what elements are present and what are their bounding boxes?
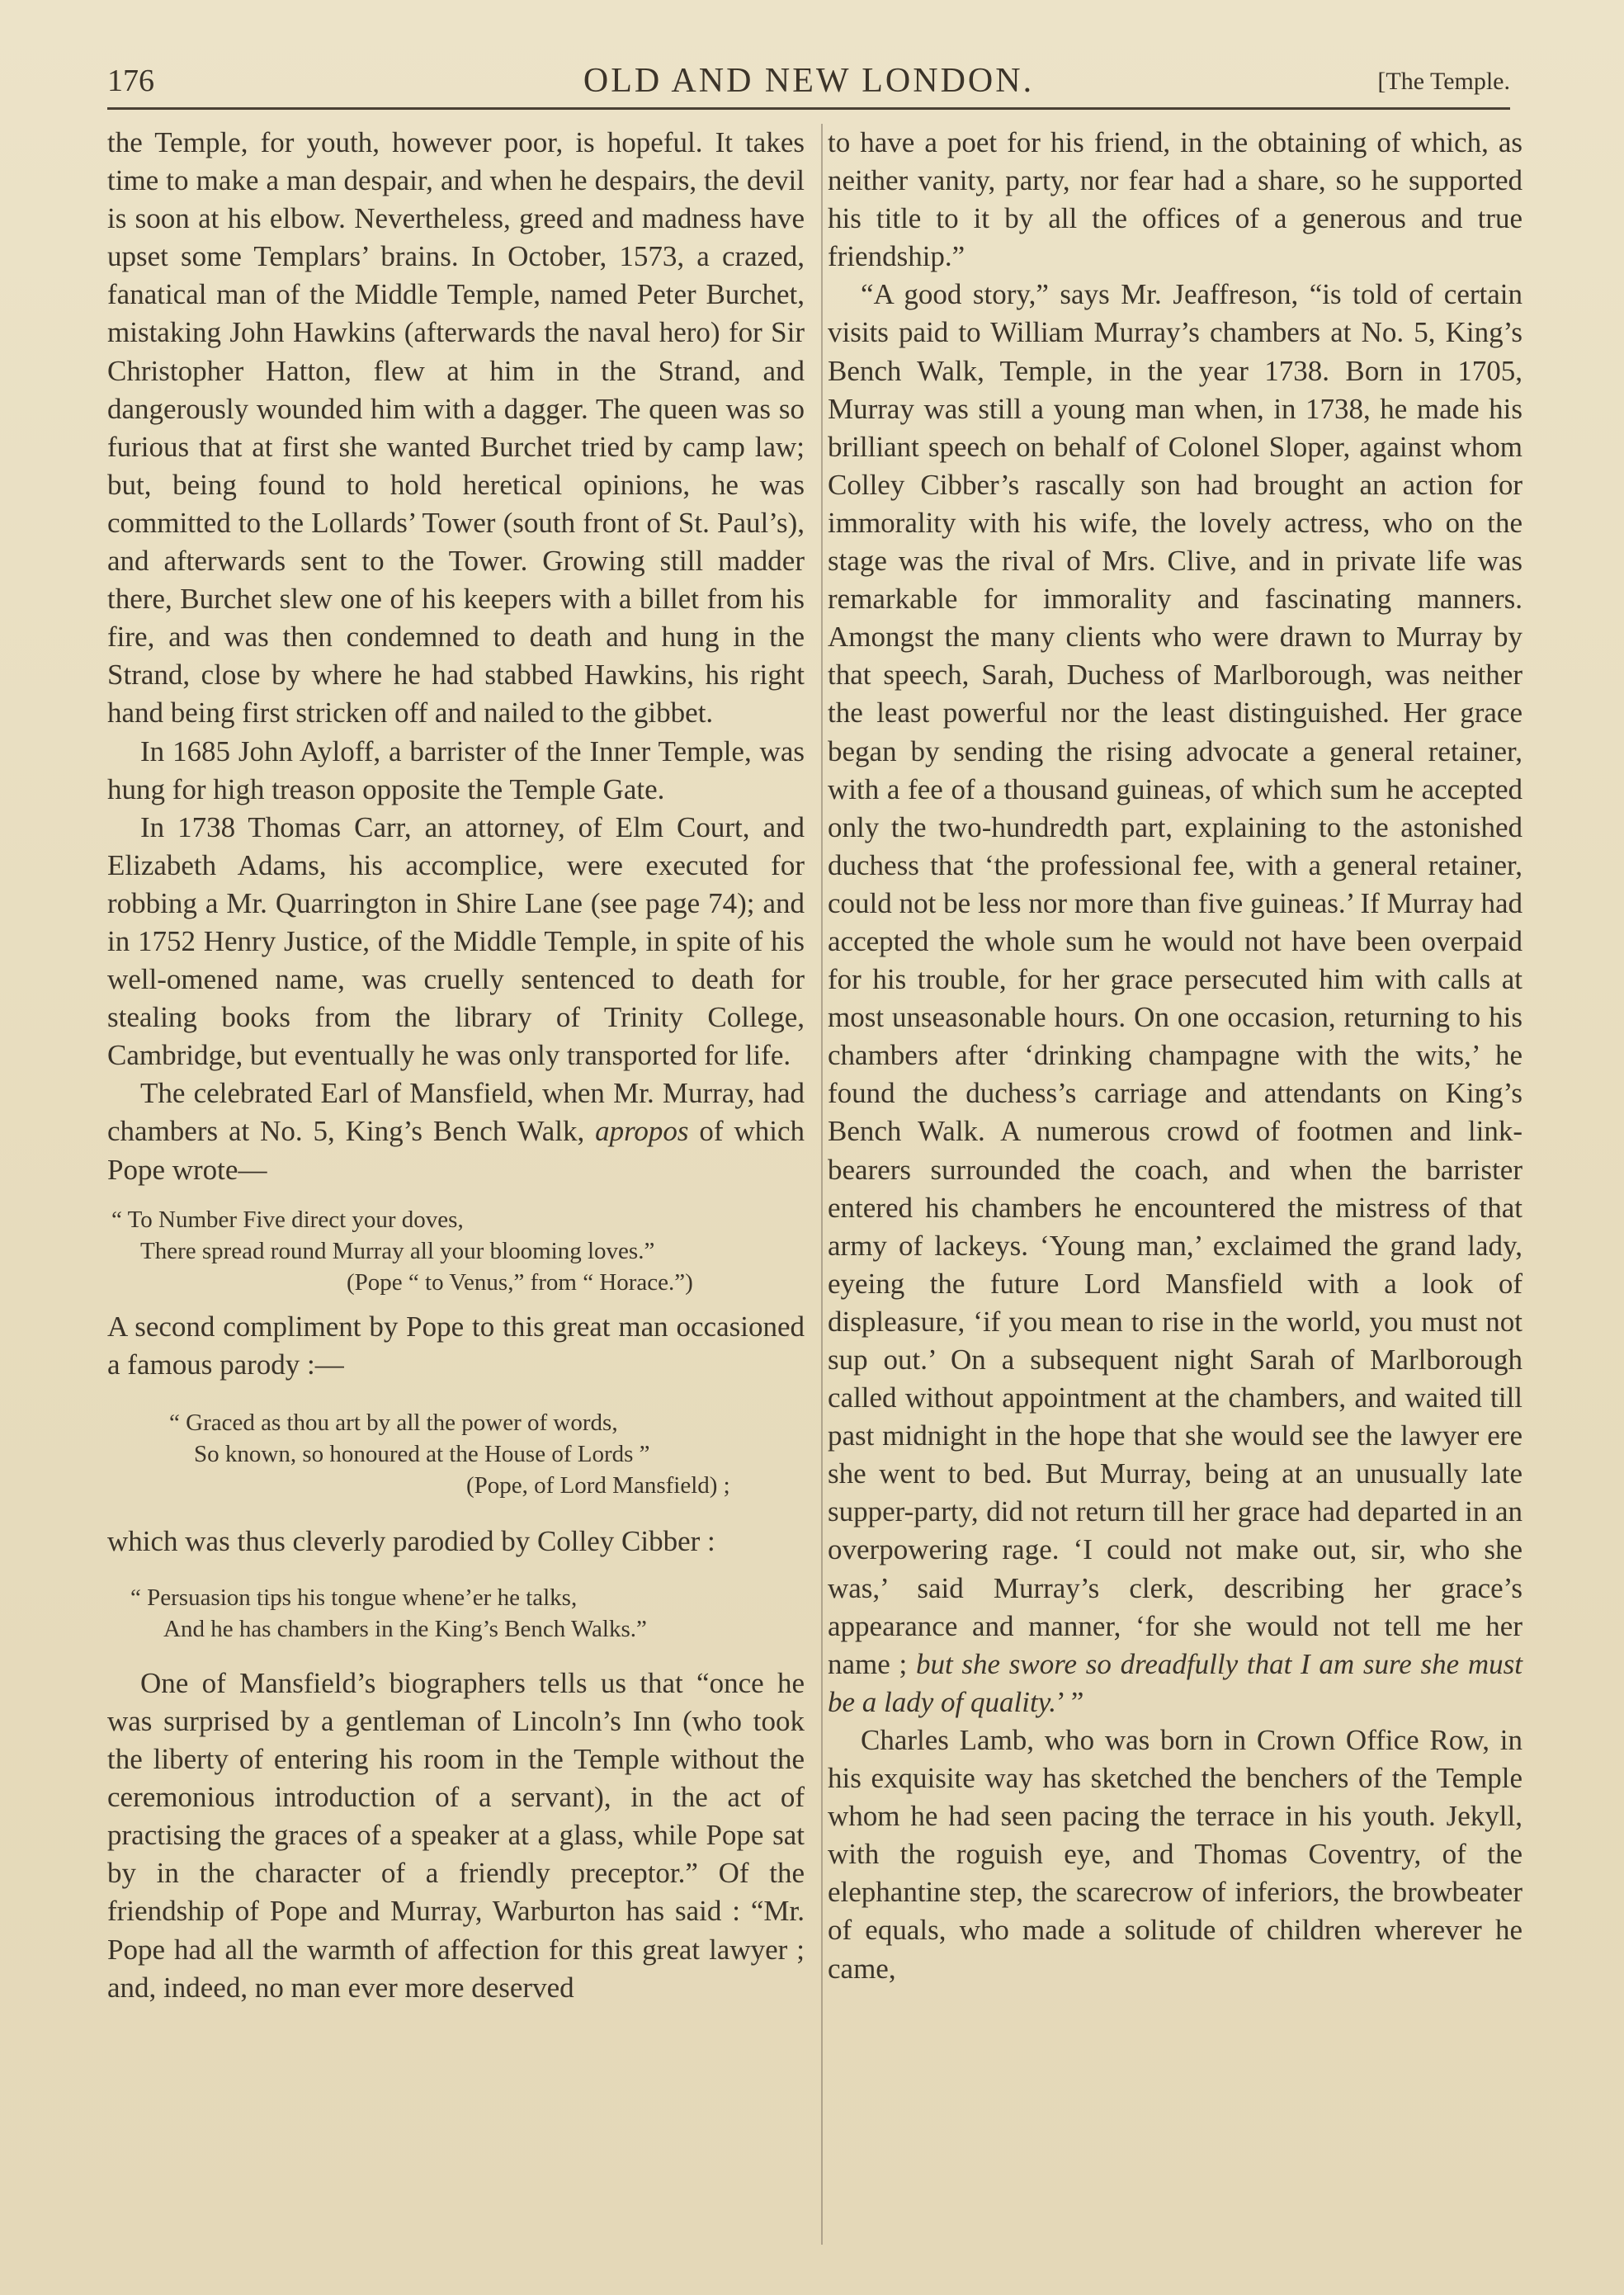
section-title: [The Temple. [1377, 68, 1510, 95]
verse-quote [107, 1189, 805, 1308]
verse-attribution: (Pope, of Lord Mansfield) ; [466, 1471, 730, 1499]
column-divider [821, 124, 823, 2245]
paragraph: A second compliment by Pope to this great man occasioned a famous parody :— [107, 1310, 805, 1381]
italic-text: apropos [595, 1115, 689, 1148]
paragraph [107, 1074, 805, 1188]
verse-line: So known, so honoured at the House of Lords ” [194, 1440, 650, 1467]
verse-line: There spread round Murray all your blooming loves.” [140, 1237, 655, 1264]
paragraph: One of Mansfield’s biographers tells us that “once he was surprised by a gentleman of Lincoln’s Inn (who took the liberty of entering his room in the Temple without the ceremonious introduction of a servant), in the act of practising the graces of a speaker at a glass, while Pope sat by in the character of a friendly preceptor.” Of the friendship of Pope and Murray, Warburton has said : “Mr. Pope had all the warmth of affection for this great lawyer ; and, indeed, no man ever more deserved [107, 1666, 805, 2004]
italic-text: but she swore so dreadfully that I am sure she must be a lady of quality. [828, 1647, 1522, 1718]
paragraph: the Temple, for youth, however poor, is hopeful. It takes time to make a man despair, and when he despairs, the devil is soon at his elbow. Nevertheless, greed and madness have upset some Templars’ brains. In October, 1573, a crazed, fanatical man of the Middle Temple, named Peter Burchet, mistaking John Hawkins (afterwards the naval hero) for Sir Christopher Hatton, flew at him in the Strand, and dangerously wounded him with a dagger. The queen was so furious that at first she wanted Burchet tried by camp law; but, being found to hold heretical opinions, he was committed to the Lollards’ Tower (south front of St. Paul’s), and afterwards sent to the Tower. Growing still madder there, Burchet slew one of his keepers with a billet from his fire, and was then condemned to death and hung in the Strand, close by where he had stabbed Hawkins, his right hand being first stricken off and nailed to the gibbet. [107, 126, 805, 730]
text-run: ’ ” [1056, 1685, 1084, 1718]
page-header [107, 56, 1510, 106]
running-title: OLD AND NEW LONDON. [583, 62, 1035, 100]
verse-line: And he has chambers in the King’s Bench Walks.” [163, 1615, 647, 1642]
verse-line: “ To Number Five direct your doves, [111, 1206, 464, 1233]
text-run: of which Pope wrote— [107, 1115, 805, 1186]
right-column [828, 124, 1522, 1988]
text-run: “A good story,” says Mr. Jeaffreson, “is told of certain visits paid to William Murray’s chambers at No. 5, King’s Bench Walk, Temple, in the year 1738. Born in 1705, Murray was still a young man when, in 1738, he made his brilliant speech on behalf of Colonel Sloper, against whom Colley Cibber’s rascally son had brought an action for immorality with his wife, the lovely actress, who on the stage was the rival of Mrs. Clive, and in private life was remarkable for immorality and fascinating manners. Amongst the many clients who were drawn to Murray by that speech, Sarah, Duchess of Marlborough, was neither the least powerful nor the least distinguished. Her grace began by sending the rising advocate a general retainer, with a fee of a thousand guineas, of which sum he accepted only the two-hundredth part, explaining to the astonished duchess that ‘the professional fee, with a general retainer, could not be less nor more than five guineas.’ If Murray had accepted the whole sum he would not have been overpaid for his trouble, for her grace persecuted him with calls at most unseasonable hours. On one occasion, returning to his chambers after ‘drinking champagne with the wits,’ he found the duchess’s carriage and attendants on King’s Bench Walk. A numerous crowd of footmen and link-bearers surrounded the coach, and when the barrister entered his chambers he encountered the mistress of that army of lackeys. ‘Young man,’ exclaimed the grand lady, eyeing the future Lord Mansfield with a look of displeasure, ‘if you mean to rise in the world, you must not sup out.’ On a subsequent night Sarah of Marlborough called without appointment at the chambers, and waited till past midnight in the hope that she would see the lawyer ere she went to bed. But Murray, being at an unusually late supper-party, did not return till her grace had departed in an overpowering rage. ‘I could not make out, sir, who she was,’ said Murray’s clerk, describing her grace’s appearance and manner, ‘for she would not tell me her name ; [828, 278, 1522, 1680]
left-column [107, 124, 805, 2007]
header-rule [107, 107, 1510, 110]
paragraph: Charles Lamb, who was born in Crown Office Row, in his exquisite way has sketched the benchers of the Temple whom he had seen pacing the terrace in his youth. Jekyll, with the roguish eye, and Thomas Coventry, of the elephantine step, the scarecrow of inferiors, the browbeater of equals, who made a solitude of children wherever he came, [828, 1723, 1522, 1985]
verse-quote [107, 1384, 805, 1523]
verse-attribution: (Pope “ to Venus,” from “ Horace.”) [347, 1268, 693, 1296]
paragraph: In 1685 John Ayloff, a barrister of the Inner Temple, was hung for high treason opposite the Temple Gate. [107, 734, 805, 805]
text-run: The celebrated Earl of Mansfield, when Mr. Murray, had chambers at No. 5, King’s Bench Walk, [107, 1077, 805, 1148]
verse-quote [107, 1561, 805, 1665]
paragraph: In 1738 Thomas Carr, an attorney, of Elm Court, and Elizabeth Adams, his accomplice, were executed for robbing a Mr. Quarrington in Shire Lane (see page 74); and in 1752 Henry Justice, of the Middle Temple, in spite of his well-omened name, was cruelly sentenced to death for stealing books from the library of Trinity College, Cambridge, but eventually he was only transported for life. [107, 810, 805, 1072]
paragraph: to have a poet for his friend, in the obtaining of which, as neither vanity, party, nor fear had a share, so he supported his title to it by all the offices of a generous and true friendship.” [828, 126, 1522, 273]
verse-line: “ Persuasion tips his tongue whene’er he talks, [130, 1584, 578, 1611]
verse-line: “ Graced as thou art by all the power of words, [169, 1409, 618, 1436]
paragraph [828, 276, 1522, 1721]
page-number: 176 [107, 64, 154, 98]
paragraph: which was thus cleverly parodied by Colley Cibber : [107, 1524, 715, 1557]
